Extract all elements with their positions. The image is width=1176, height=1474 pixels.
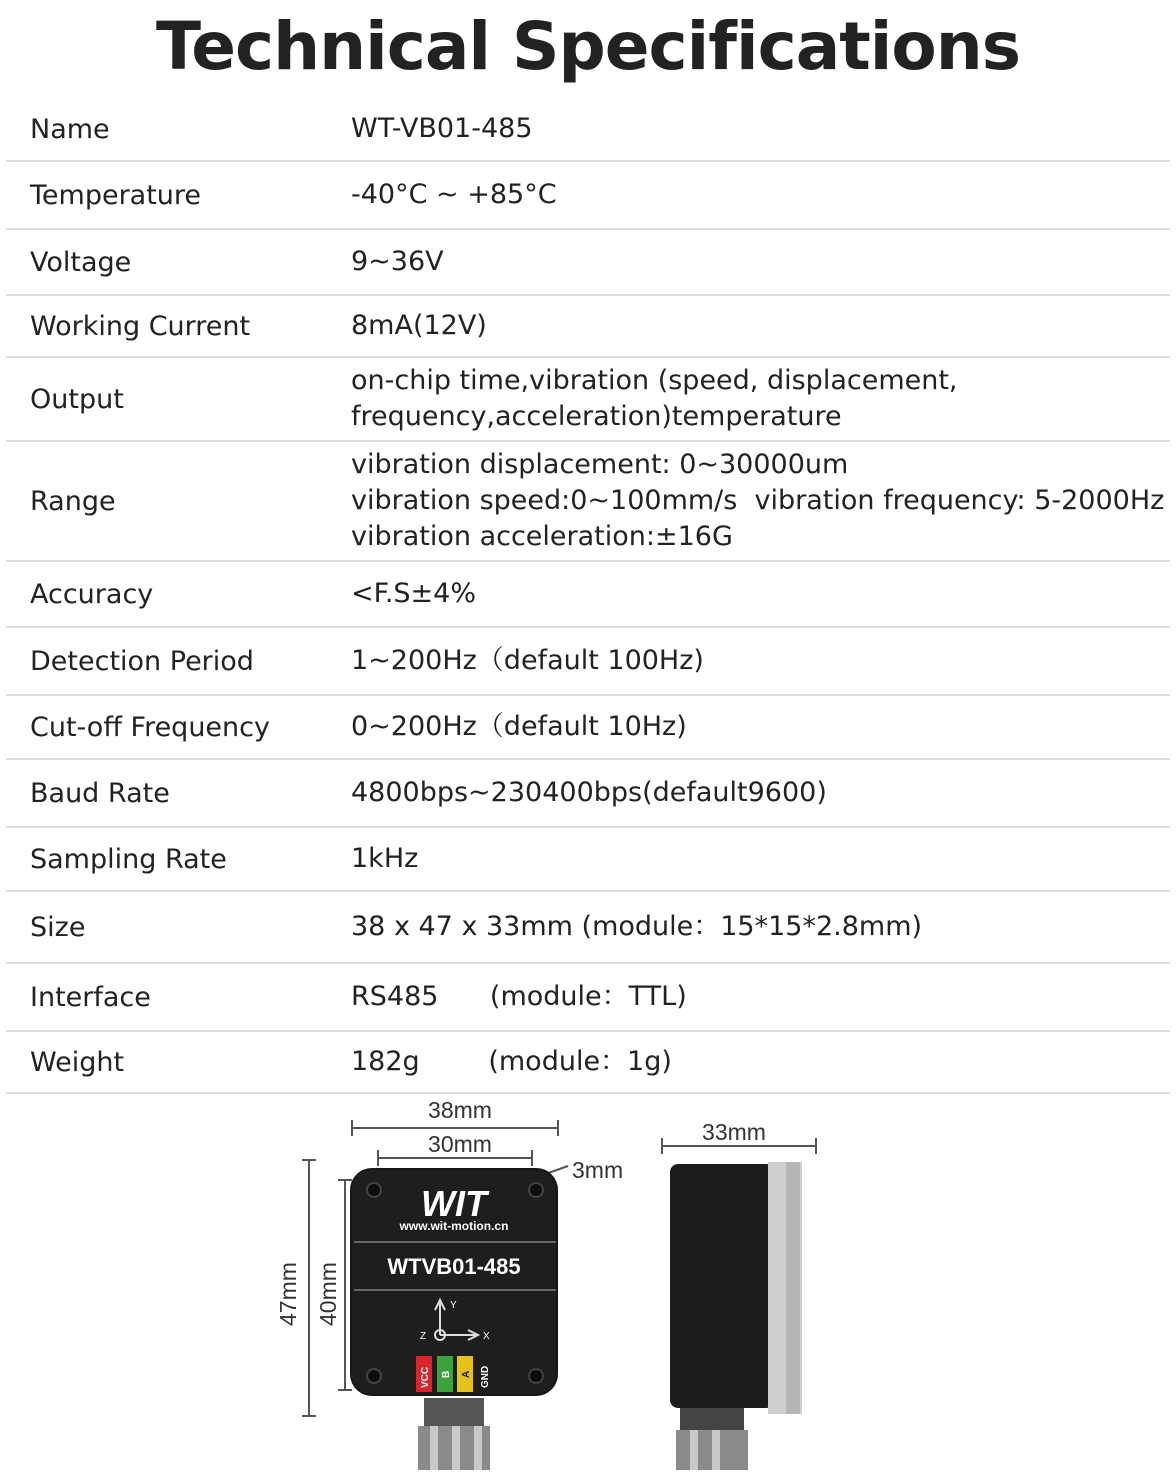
pin-a-label: A [461,1370,472,1378]
spec-row [6,628,1170,696]
model-label: WTVB01-485 [387,1254,521,1279]
spec-value-line: on-chip time,vibration (speed, displacement, [351,365,958,396]
spec-value-line: WT-VB01-485 [351,113,533,144]
spec-label: Temperature [30,179,202,211]
spec-value-line: 0~200Hz（default 10Hz) [351,711,687,742]
spec-label: Size [30,911,86,943]
spec-value [351,244,444,280]
spec-value [351,363,958,435]
spec-label: Interface [30,981,151,1013]
dim-40-label: 40mm [315,1262,341,1326]
dim-47-label: 47mm [275,1262,301,1326]
spec-value [351,841,418,877]
spec-label: Range [30,485,116,517]
spec-label: Output [30,383,124,415]
dim-38-label: 38mm [428,1097,492,1123]
spec-label: Detection Period [30,645,254,677]
spec-row [6,358,1170,442]
sensor-side-view [670,1162,802,1470]
spec-value-line: 1kHz [351,843,419,874]
spec-value [351,111,533,147]
axis-x-label: X [483,1331,490,1342]
spec-value [351,177,557,213]
axis-y-label: Y [450,1300,457,1311]
spec-table [6,98,1170,1094]
spec-label: Sampling Rate [30,843,227,875]
spec-row [6,892,1170,964]
spec-value-line: 38 x 47 x 33mm (module：15*15*2.8mm) [351,911,923,942]
page-title: Technical Specifications [155,8,1021,85]
axis-z-label: Z [420,1331,427,1342]
spec-value [351,576,476,612]
spec-row [6,828,1170,892]
brand-logo: WIT [421,1183,487,1224]
spec-value-line: vibration displacement: 0~30000um [351,449,849,480]
spec-value [351,709,687,745]
spec-value [351,447,1164,555]
dim-33-label: 33mm [702,1119,766,1145]
spec-value-line: 1~200Hz（default 100Hz) [351,645,704,676]
sensor-diagram-svg [0,1080,1176,1470]
dim-3-label: 3mm [572,1157,624,1183]
spec-value [351,1044,672,1080]
spec-label: Voltage [30,246,132,278]
dim-30-label: 30mm [428,1131,492,1157]
spec-row [6,230,1170,296]
spec-value-line: 9~36V [351,246,444,277]
spec-label: Cut-off Frequency [30,711,270,743]
spec-value-line: 4800bps~230400bps(default9600) [351,777,827,808]
spec-value-line: vibration acceleration:±16G [351,521,733,552]
spec-value [351,979,687,1015]
spec-value-line: -40°C ~ +85°C [351,179,557,210]
spec-label: Baud Rate [30,777,170,809]
spec-row [6,98,1170,162]
spec-row [6,696,1170,760]
spec-value-line: 8mA(12V) [351,310,487,341]
spec-value-line: 182g (module：1g) [351,1046,672,1077]
spec-label: Accuracy [30,578,154,610]
brand-url: www.wit-motion.cn [399,1219,509,1233]
spec-value [351,643,704,679]
spec-value-line: vibration speed:0~100mm/s vibration frequency: 5-2000Hz [351,485,1165,516]
spec-row [6,562,1170,628]
spec-row [6,296,1170,358]
spec-label: Weight [30,1046,125,1078]
spec-row [6,442,1170,562]
spec-value-line: RS485 (module：TTL) [351,981,687,1012]
pin-vcc-label: VCC [420,1366,431,1388]
spec-value [351,775,827,811]
pin-gnd-label: GND [480,1365,491,1388]
spec-label: Working Current [30,310,251,342]
spec-value [351,308,487,344]
spec-value [351,909,922,945]
spec-value-line: <F.S±4% [351,578,476,609]
dimension-diagram [0,1080,1176,1470]
pin-b-label: B [441,1370,452,1378]
spec-row [6,760,1170,828]
spec-row [6,162,1170,230]
spec-value-line: frequency,acceleration)temperature [351,401,842,432]
spec-label: Name [30,113,110,145]
spec-row [6,964,1170,1032]
